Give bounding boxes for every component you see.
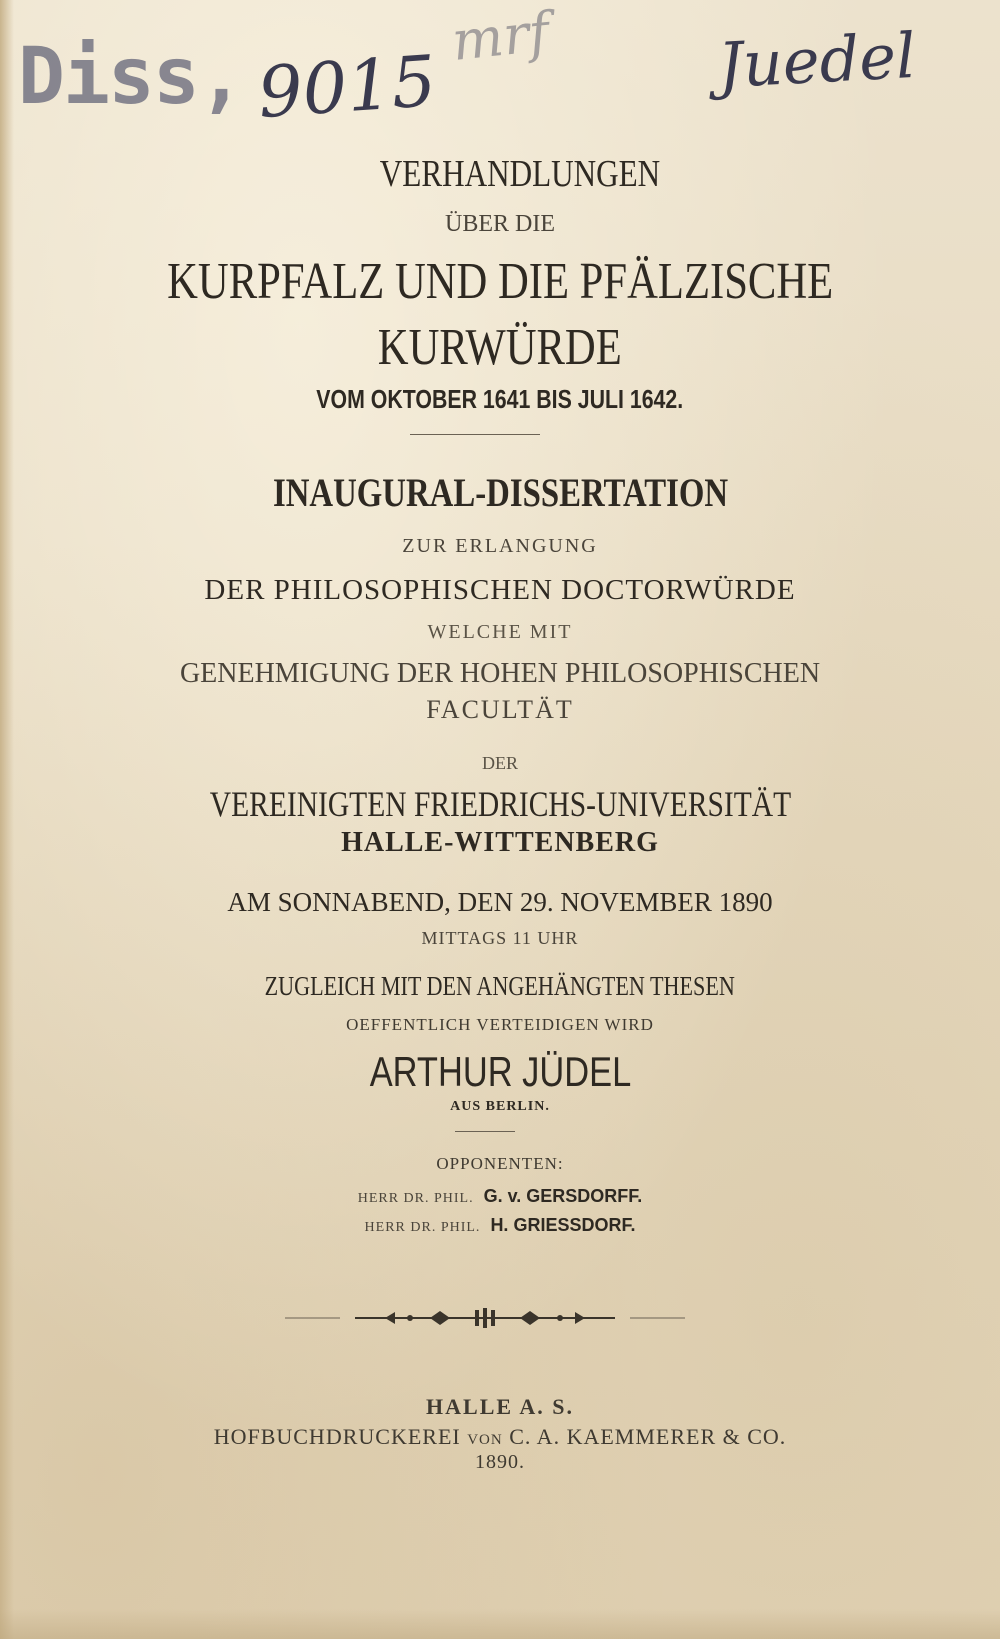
zur-erlangung: ZUR ERLANGUNG: [402, 535, 598, 557]
opponents-label: OPPONENTEN:: [436, 1154, 564, 1173]
divider-rule-1: [410, 434, 540, 435]
facultaet: FACULTÄT: [426, 695, 574, 724]
imprint-printer-1: HOFBUCHDRUCKEREI: [213, 1424, 461, 1449]
opponent-1-title: HERR DR. PHIL.: [357, 1191, 474, 1206]
opponent-2-name: H. GRIESSDORF.: [490, 1215, 636, 1235]
author-origin: AUS BERLIN.: [450, 1099, 550, 1114]
title-line-ueber-die: ÜBER DIE: [445, 211, 555, 237]
opponent-2: [0, 1216, 1000, 1235]
genehmigung: GENEHMIGUNG DER HOHEN PHILOSOPHISCHEN: [179, 658, 821, 689]
der: DER: [482, 753, 518, 773]
author-name: ARTHUR JÜDEL: [369, 1048, 631, 1095]
dissertation-heading: INAUGURAL-DISSERTATION: [272, 470, 728, 515]
verteidigen-line: OEFFENTLICH VERTEIDIGEN WIRD: [346, 1015, 654, 1034]
defense-time: MITTAGS 11 UHR: [421, 928, 579, 948]
divider-rule-2: [455, 1131, 515, 1132]
handwritten-initials: mrf: [448, 0, 552, 73]
university-city: HALLE-WITTENBERG: [341, 827, 659, 858]
imprint-place: HALLE A. S.: [426, 1394, 574, 1419]
handwritten-number: 9015: [255, 39, 439, 135]
university-name: VEREINIGTEN FRIEDRICHS-UNIVERSITÄT: [209, 784, 791, 824]
handwritten-author-name: Juedel: [716, 18, 918, 103]
library-stamp: Diss,: [18, 32, 243, 122]
page-bottom-shadow: [0, 1609, 1000, 1639]
ornamental-divider: [285, 1306, 685, 1330]
imprint-year: 1890.: [475, 1451, 525, 1473]
doctor-degree: DER PHILOSOPHISCHEN DOCTORWÜRDE: [204, 574, 796, 606]
title-line-verhandlungen: VERHANDLUNGEN: [379, 153, 661, 195]
opponent-1: [0, 1187, 1000, 1206]
imprint-von: VON: [467, 1432, 503, 1448]
theses-line: ZUGLEICH MIT DEN ANGEHÄNGTEN THESEN: [264, 971, 736, 1001]
date-range: VOM OKTOBER 1641 BIS JULI 1642.: [316, 384, 684, 414]
opponent-1-name: G. v. GERSDORFF.: [483, 1186, 643, 1206]
main-title-line-2: KURWÜRDE: [377, 319, 623, 376]
defense-date: AM SONNABEND, DEN 29. NOVEMBER 1890: [227, 887, 773, 917]
main-title-line-1: KURPFALZ UND DIE PFÄLZISCHE: [166, 253, 834, 310]
imprint-printer-2: C. A. KAEMMERER & CO.: [509, 1424, 787, 1449]
welche-mit: WELCHE MIT: [427, 621, 573, 643]
opponent-2-title: HERR DR. PHIL.: [364, 1220, 481, 1235]
imprint-printer: [0, 1426, 1000, 1448]
